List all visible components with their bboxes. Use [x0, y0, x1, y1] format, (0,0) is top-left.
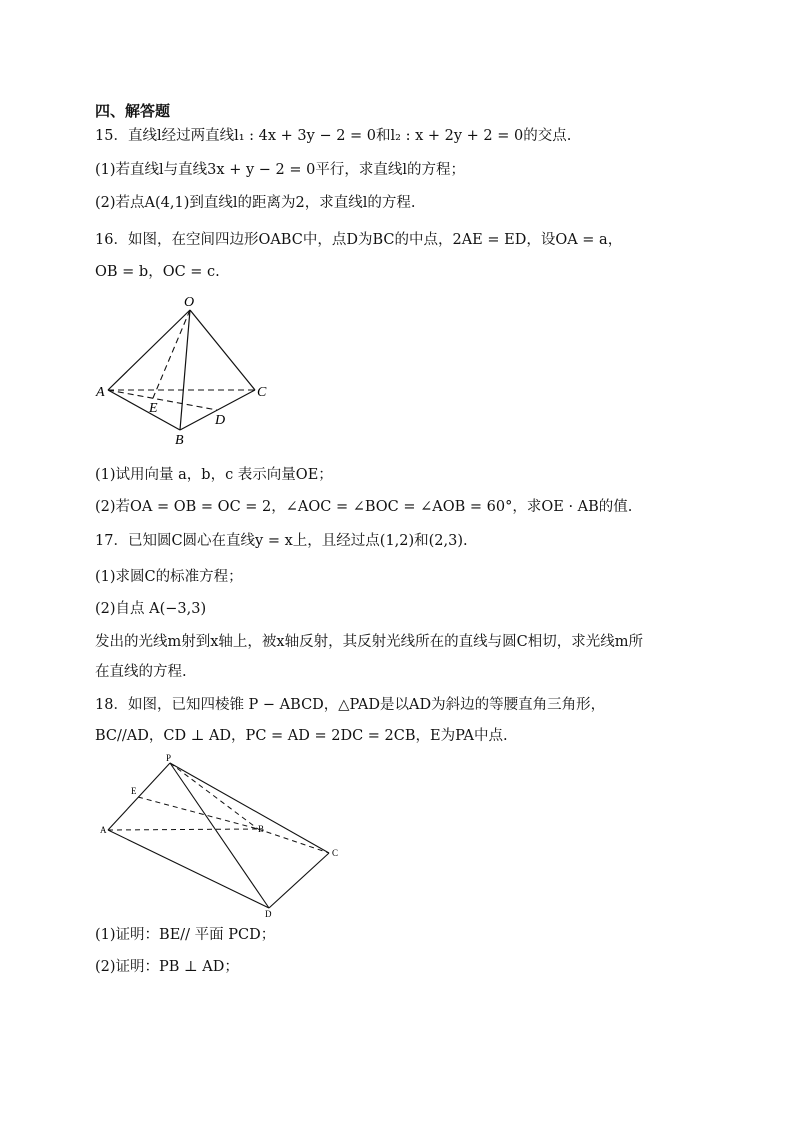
- q16-part1: (1)试用向量 a，b，c 表示向量OE；: [95, 467, 333, 483]
- label-a: A: [96, 385, 105, 400]
- edge-dc: [269, 853, 329, 908]
- q18-part1: (1)证明：BE// 平面 PCD；: [95, 927, 276, 943]
- label-b: B: [175, 433, 184, 448]
- segment-eb-hidden: [138, 797, 258, 829]
- edge-ab-hidden: [108, 829, 258, 830]
- label-a: A: [100, 825, 107, 835]
- label-d: D: [265, 909, 272, 919]
- edge-oa: [108, 310, 190, 390]
- label-b: B: [258, 824, 265, 834]
- q18-stem-line1: 18．如图，已知四棱锥 P − ABCD，△PAD是以AD为斜边的等腰直角三角形，: [95, 697, 606, 713]
- edge-oc: [190, 310, 255, 390]
- edge-pb-hidden: [170, 763, 258, 829]
- q16-stem-line1: 16．如图，在空间四边形OABC中，点D为BC的中点，2AE = ED，设OA = a，: [95, 232, 623, 248]
- q15-stem: 15．直线l经过两直线l₁ : 4x + 3y − 2 = 0和l₂ : x + 2y + 2 = 0的交点.: [95, 128, 572, 144]
- label-c: C: [257, 385, 267, 400]
- q17-part2: (2)自点 A(−3,3): [95, 601, 207, 617]
- label-p: P: [166, 753, 172, 763]
- q17-part1: (1)求圆C的标准方程；: [95, 569, 243, 585]
- q16-tetrahedron-figure: [95, 290, 285, 450]
- q15-part1: (1)若直线l与直线3x + y − 2 = 0平行，求直线l的方程；: [95, 162, 465, 178]
- section-heading: 四、解答题: [95, 102, 171, 120]
- q18-part2: (2)证明：PB ⊥ AD；: [95, 959, 239, 975]
- edge-pd: [170, 763, 269, 908]
- edge-ab: [108, 390, 180, 430]
- edge-pa: [108, 763, 170, 830]
- label-c: C: [332, 848, 339, 858]
- q17-part2-cont2: 在直线的方程.: [95, 664, 187, 680]
- segment-oe-hidden: [153, 310, 190, 398]
- label-e: E: [131, 786, 137, 796]
- segment-ad-hidden: [108, 390, 217, 410]
- edge-pc: [170, 763, 329, 853]
- edge-ad: [108, 830, 269, 908]
- label-o: O: [184, 295, 195, 310]
- q15-part2: (2)若点A(4,1)到直线l的距离为2，求直线l的方程.: [95, 195, 416, 211]
- label-d: D: [215, 413, 226, 428]
- edge-ob: [180, 310, 190, 430]
- q18-stem-line2: BC//AD，CD ⊥ AD，PC = AD = 2DC = 2CB，E为PA中点.: [95, 728, 508, 744]
- q16-stem-line2: OB = b，OC = c.: [95, 264, 220, 280]
- q18-pyramid-figure: [95, 750, 350, 920]
- label-e: E: [149, 401, 158, 416]
- q17-stem: 17．已知圆C圆心在直线y = x上，且经过点(1,2)和(2,3).: [95, 533, 468, 549]
- q16-part2: (2)若OA = OB = OC = 2，∠AOC = ∠BOC = ∠AOB = 60°，求OE · AB的值.: [95, 499, 633, 515]
- q17-part2-cont1: 发出的光线m射到x轴上，被x轴反射，其反射光线所在的直线与圆C相切，求光线m所: [95, 634, 643, 650]
